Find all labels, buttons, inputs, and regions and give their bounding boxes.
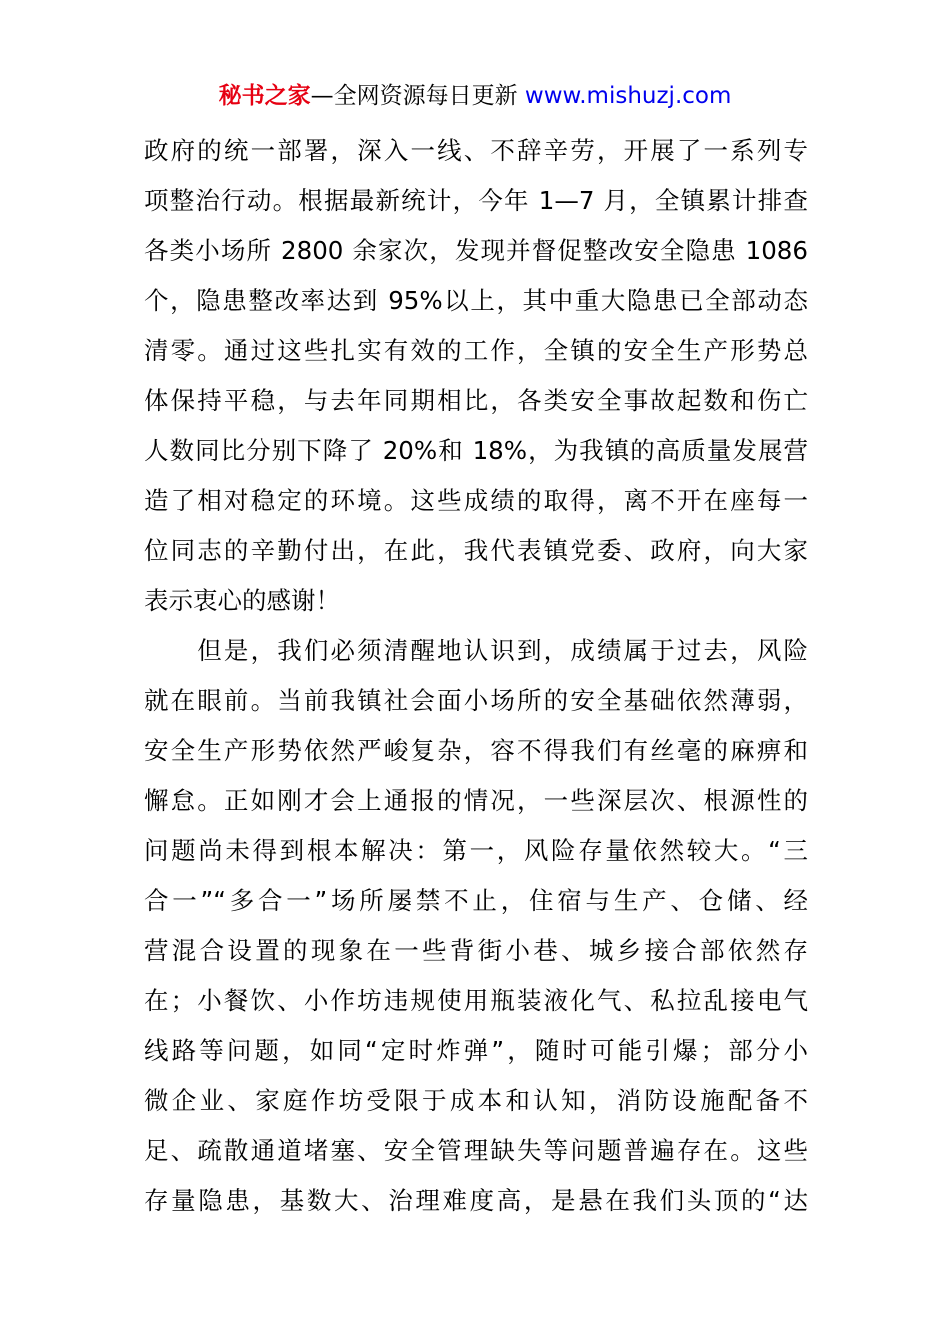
text-line: 就在眼前。当前我镇社会面小场所的安全基础依然薄弱， (144, 686, 808, 715)
text-line: 问题尚未得到根本解决：第一，风险存量依然较大。“三 (144, 836, 808, 865)
text-line: 足、疏散通道堵塞、安全管理缺失等问题普遍存在。这些 (144, 1136, 808, 1165)
text-line: 造了相对稳定的环境。这些成绩的取得，离不开在座每一 (144, 486, 808, 515)
site-tagline: —全网资源每日更新 (310, 83, 525, 109)
text-line: 合一”“多合一”场所屡禁不止，住宿与生产、仓储、经 (144, 886, 808, 915)
site-brand: 秘书之家 (218, 83, 311, 109)
text-line: 清零。通过这些扎实有效的工作，全镇的安全生产形势总 (144, 336, 808, 365)
text-line: 各类小场所 2800 余家次，发现并督促整改安全隐患 1086 (144, 236, 808, 265)
paragraph-start-line: 但是，我们必须清醒地认识到，成绩属于过去，风险 (144, 636, 808, 665)
text-line: 政府的统一部署，深入一线、不辞辛劳，开展了一系列专 (144, 136, 808, 165)
site-url-link[interactable]: www.mishuzj.com (524, 83, 732, 109)
page-header (0, 80, 950, 112)
text-line: 微企业、家庭作坊受限于成本和认知，消防设施配备不 (144, 1086, 808, 1115)
text-line: 在；小餐饮、小作坊违规使用瓶装液化气、私拉乱接电气 (144, 986, 808, 1015)
text-line: 体保持平稳，与去年同期相比，各类安全事故起数和伤亡 (144, 386, 808, 415)
text-line: 个，隐患整改率达到 95%以上，其中重大隐患已全部动态 (144, 286, 808, 315)
text-line: 存量隐患，基数大、治理难度高，是悬在我们头顶的“达 (144, 1186, 808, 1215)
document-body (144, 126, 808, 1226)
text-line: 位同志的辛勤付出，在此，我代表镇党委、政府，向大家 (144, 536, 808, 565)
text-line: 安全生产形势依然严峻复杂，容不得我们有丝毫的麻痹和 (144, 736, 808, 765)
text-line: 营混合设置的现象在一些背街小巷、城乡接合部依然存 (144, 936, 808, 965)
text-line: 项整治行动。根据最新统计，今年 1—7 月，全镇累计排查 (144, 186, 808, 215)
paragraph-end-line: 表示衷心的感谢！ (144, 586, 340, 615)
text-line: 线路等问题，如同“定时炸弹”，随时可能引爆；部分小 (144, 1036, 808, 1065)
text-line: 懈怠。正如刚才会上通报的情况，一些深层次、根源性的 (144, 786, 808, 815)
text-line: 人数同比分别下降了 20%和 18%，为我镇的高质量发展营 (144, 436, 808, 465)
